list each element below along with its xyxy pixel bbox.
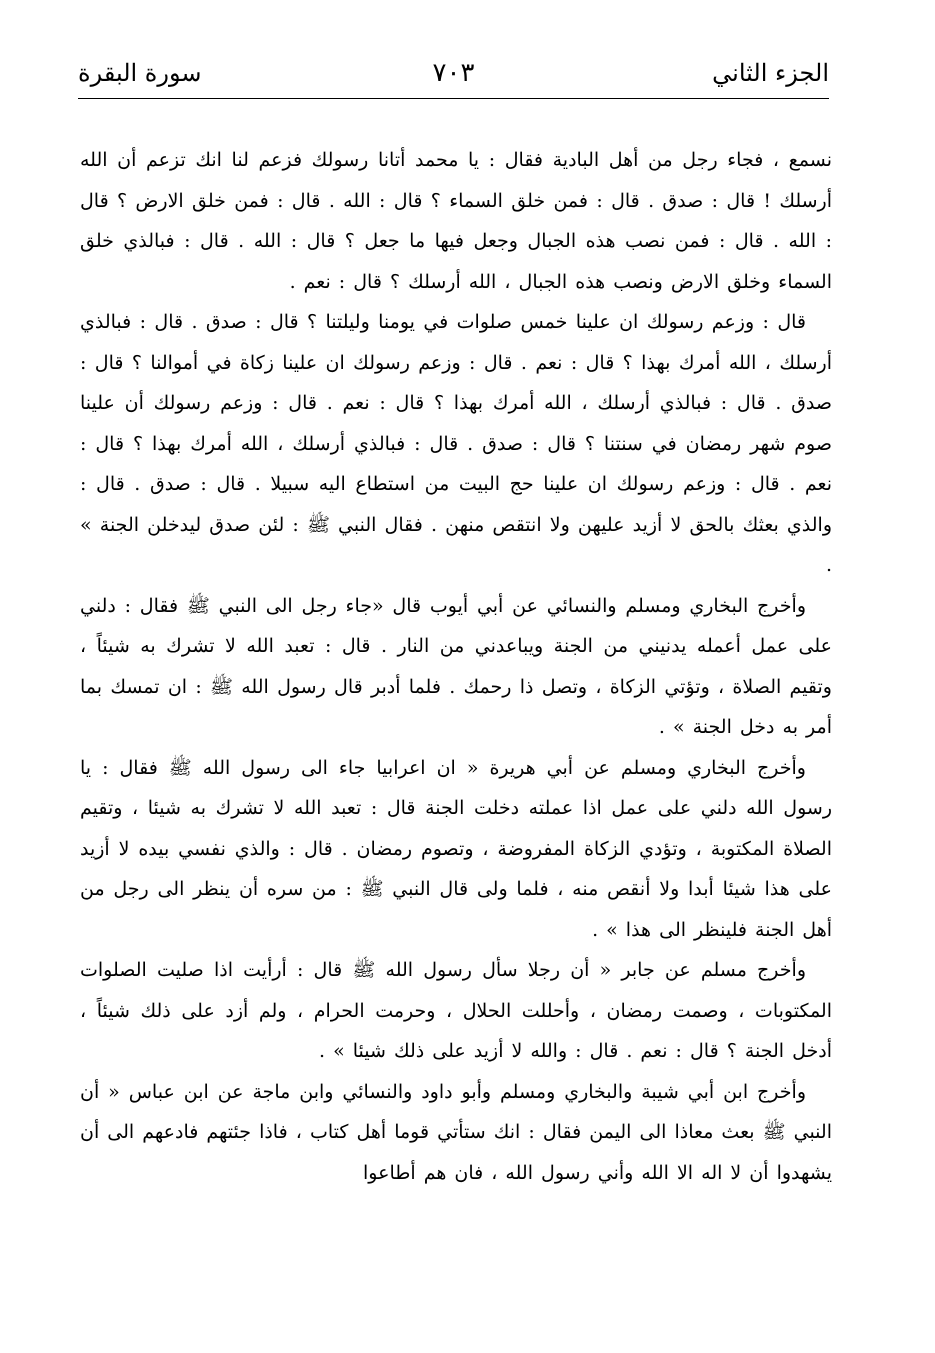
paragraph-2: قال : وزعم رسولك ان علينا خمس صلوات في يومنا وليلتنا ؟ قال : صدق . قال : فبالذي أرسلك ، الله أمرك بهذا ؟ قال : نعم . قال : وزعم رسولك ان علينا زكاة في أموالنا ؟ قال : صدق . قال : فبالذي أرسلك ، الله أمرك بهذا ؟ قال : نعم . قال : وزعم رسولك أن علينا صوم شهر رمضان في سنتنا ؟ قال : صدق . قال : فبالذي أرسلك ، الله أمرك بهذا ؟ قال : نعم . قال : وزعم رسولك ان علينا حج البيت من استطاع اليه سبيلا . قال : صدق . قال : والذي بعثك بالحق لا أزيد عليهن ولا انتقص منهن . فقال النبي ﷺ : لئن صدق ليدخلن الجنة » . xyxy=(80,311,832,576)
page-number: ٧٠٣ xyxy=(432,58,475,88)
paragraph-1: نسمع ، فجاء رجل من أهل البادية فقال : يا محمد أتانا رسولك فزعم لنا انك تزعم أن الله أرسلك ! قال : صدق . قال : فمن خلق السماء ؟ قال : الله . قال : فمن خلق الارض ؟ قال : الله . قال : فمن نصب هذه الجبال وجعل فيها ما جعل ؟ قال : الله . قال : فبالذي خلق السماء وخلق الارض ونصب هذه الجبال ، الله أرسلك ؟ قال : نعم . xyxy=(80,149,832,293)
paragraph-4: وأخرج البخاري ومسلم عن أبي هريرة « ان اعرابيا جاء الى رسول الله ﷺ فقال : يا رسول الله دلني على عمل اذا عملته دخلت الجنة قال : تعبد الله لا تشرك به شيئا ، وتقيم الصلاة المكتوبة ، وتؤدي الزكاة المفروضة ، وتصوم رمضان . قال : والذي نفسي بيده لا أزيد على هذا شيئا أبدا ولا أنقص منه ، فلما ولى قال النبي ﷺ : من سره أن ينظر الى رجل من أهل الجنة فلينظر الى هذا » . xyxy=(80,756,832,941)
page-body xyxy=(80,140,832,1193)
part-title: الجزء الثاني xyxy=(712,59,829,87)
paragraph-3: وأخرج البخاري ومسلم والنسائي عن أبي أيوب قال «جاء رجل الى النبي ﷺ فقال : دلني على عمل أعمله يدنيني من الجنة ويباعدني من النار . قال : تعبد الله لا تشرك به شيئاً ، وتقيم الصلاة ، وتؤتي الزكاة ، وتصل ذا رحمك . فلما أدبر قال رسول الله ﷺ : ان تمسك بما أمر به دخل الجنة » . xyxy=(80,594,832,738)
header-rule xyxy=(78,98,829,99)
surah-title: سورة البقرة xyxy=(78,59,202,87)
paragraph-5: وأخرج مسلم عن جابر « أن رجلا سأل رسول الله ﷺ قال : أرأيت اذا صليت الصلوات المكتوبات ، وصمت رمضان ، وأحللت الحلال ، وحرمت الحرام ، ولم أزد على ذلك شيئاً ، أدخل الجنة ؟ قال : نعم . قال : والله لا أزيد على ذلك شيئا » . xyxy=(80,959,832,1062)
paragraph-6: وأخرج ابن أبي شيبة والبخاري ومسلم وأبو داود والنسائي وابن ماجة عن ابن عباس « أن النبي ﷺ بعث معاذا الى اليمن فقال : انك ستأتي قوما أهل كتاب ، فاذا جئتهم فادعهم الى أن يشهدوا أن لا اله الا الله وأني رسول الله ، فان هم أطاعوا xyxy=(80,1080,832,1184)
running-header xyxy=(78,52,829,98)
